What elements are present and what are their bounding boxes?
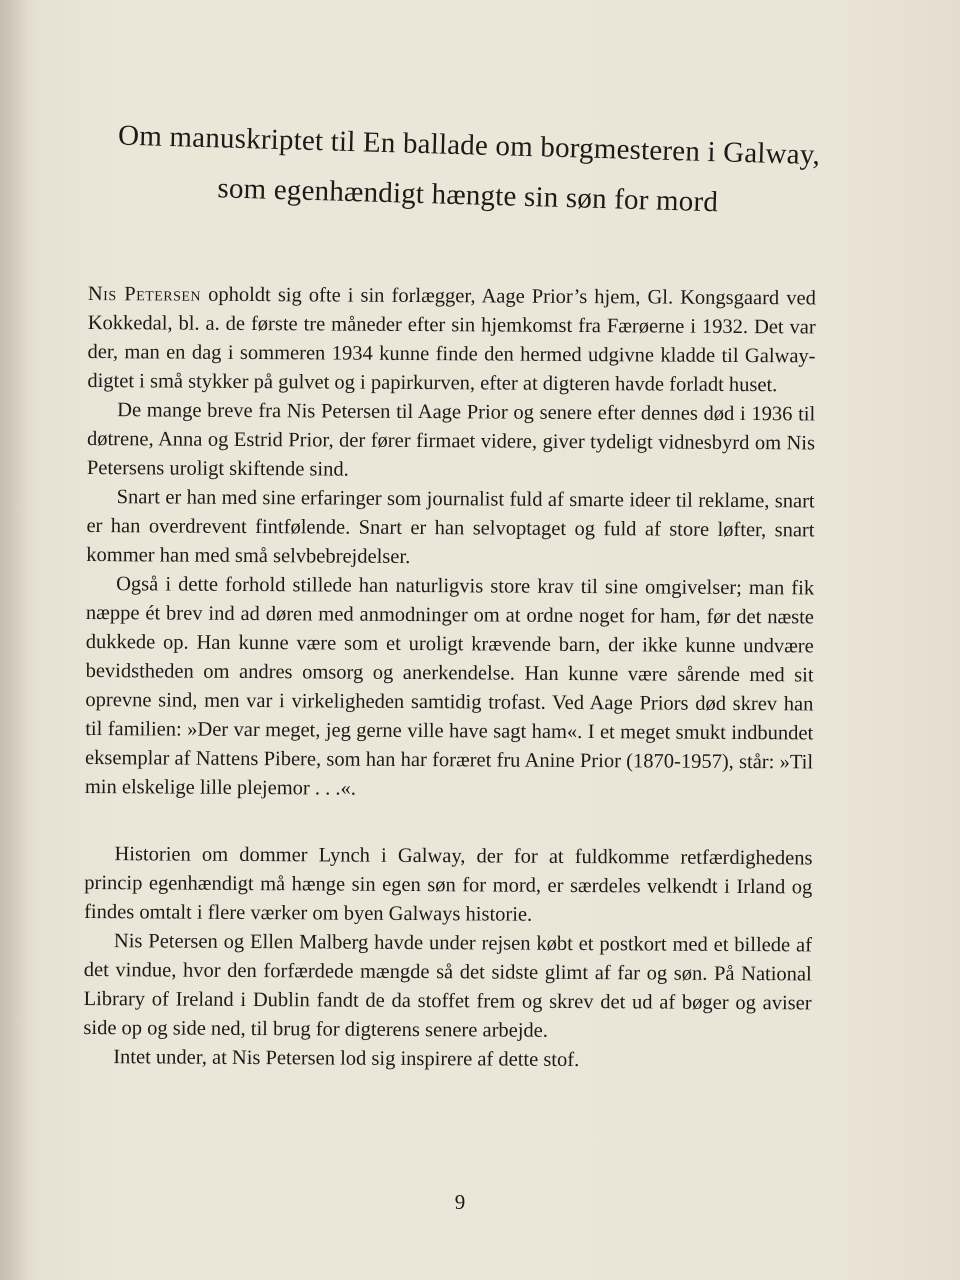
paragraph-5: Historien om dommer Lynch i Galway, der for at fuldkomme retfærdighedens princip egenhændigt må hænge sin egen søn for mord, er særdeles velkendt i Irland og findes omtalt i flere værker om byen Galways historie. <box>84 843 813 926</box>
body-text <box>83 280 816 1076</box>
chapter-title-line-1: Om manuskriptet til En ballade om borgmesteren i Galway, <box>117 119 821 172</box>
chapter-title <box>97 110 840 231</box>
paragraph-2: De mange breve fra Nis Petersen til Aage Prior og senere efter dennes død i 1936 til døtrene, Anna og Estrid Prior, der fører firmaet videre, giver tydeligt vidnesbyrd om Nis Petersens uroligt skiftende sind. <box>86 399 816 481</box>
paragraph-4: Også i dette forhold stillede han naturligvis store krav til sine omgivelser; man fik næppe ét brev ind ad døren med anmodninger om at ordne noget for ham, før det næste dukkede op. Han kunne være som et uroligt krævende barn, der ikke kunne undvære bevidstheden om andres omsorg og anerkendelse. Han kunne være sårende med sit oprevne sind, men var i virkeligheden samtidig trofast. Ved Aage Priors død skrev han til familien: »Der var meget, jeg gerne ville have sagt ham«. I et meget smukt indbundet eksemplar af Nattens Pibere, som han har foræret fru Anine Prior (1870-1957), står: »Til min elskelige lille plejemor . . .«. <box>84 573 815 800</box>
page-gutter-shadow <box>0 0 28 1280</box>
paragraph-7: Intet under, at Nis Petersen lod sig inspirere af dette stof. <box>113 1046 580 1072</box>
paragraph-lead-name: Nis Petersen <box>87 282 202 306</box>
page-number: 9 <box>454 1190 466 1214</box>
paragraph-text: opholdt sig ofte i sin forlægger, Aage Prior’s hjem, Gl. Kongsgaard ved Kokkedal, bl. a. de første tre måneder efter sin hjemkomst fra Færøerne i 1932. Det var der, man en dag i sommeren 1934 kunne finde den hermed udgivne kladde til Galway-digtet i små stykker på gulvet og i papirkurven, efter at digteren havde forladt huset. <box>87 283 816 397</box>
paragraph-1 <box>87 280 816 400</box>
paragraph-3: Snart er han med sine erfaringer som journalist fuld af smarte ideer til reklame, snart er han overdrevent fintfølende. Snart er han selvoptaget og fuld af store løfter, snart kommer han med små selvbebrejdelser. <box>86 486 815 568</box>
chapter-title-line-2: som egenhændigt hængte sin søn for mord <box>217 172 719 219</box>
paragraph-6: Nis Petersen og Ellen Malberg havde under rejsen købt et postkort med et billede af det vindue, hvor den forfærdede mængde så det sidste glimt af far og søn. På National Library of Ireland i Dublin fandt de da stoffet frem og skrev det ud af bøger og aviser side op og side ned, til brug for digterens senere arbejde. <box>83 930 813 1042</box>
